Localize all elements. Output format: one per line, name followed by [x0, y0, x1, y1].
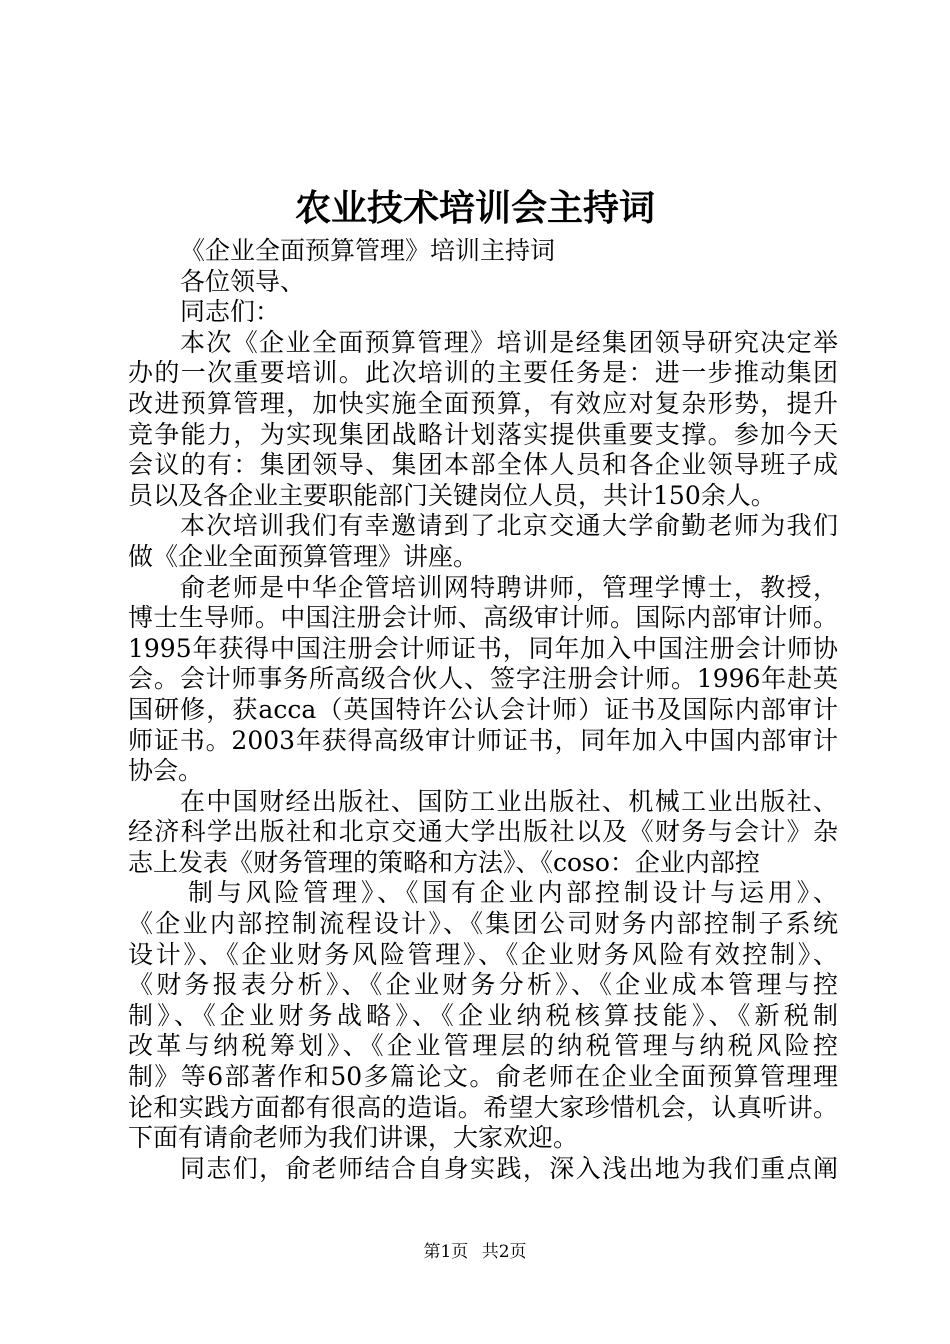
body-line: 师证书。2003年获得高级审计师证书，同年加入中国内部审计 — [128, 725, 838, 755]
body-line: 会议的有：集团领导、集团本部全体人员和各企业领导班子成 — [128, 450, 838, 480]
body-line: 制与风险管理》、《国有企业内部控制设计与运用》、 — [188, 878, 838, 908]
body-line: 同志们： — [180, 297, 281, 327]
body-line: 1995年获得中国注册会计师证书，同年加入中国注册会计师协 — [128, 633, 838, 663]
page-total: 共2页 — [481, 1242, 527, 1262]
body-line: 做《企业全面预算管理》讲座。 — [128, 541, 479, 571]
body-line: 本次培训我们有幸邀请到了北京交通大学俞勤老师为我们 — [180, 511, 838, 541]
body-line: 会。会计师事务所高级合伙人、签字注册会计师。1996年赴英 — [128, 664, 838, 694]
body-line: 各位领导、 — [180, 266, 306, 296]
body-line: 论和实践方面都有很高的造诣。希望大家珍惜机会，认真听讲。 — [128, 1092, 838, 1122]
document-title: 农业技术培训会主持词 — [294, 187, 655, 229]
body-line: 协会。 — [128, 756, 204, 786]
body-line: 改革与纳税筹划》、《企业管理层的纳税管理与纳税风险控 — [128, 1031, 838, 1061]
body-line: 员以及各企业主要职能部门关键岗位人员，共计150余人。 — [128, 480, 776, 510]
document-body — [128, 236, 838, 1184]
body-line: 国研修，获acca（英国特许公认会计师）证书及国际内部审计 — [128, 694, 838, 724]
page-footer — [0, 1240, 950, 1264]
body-line: 同志们，俞老师结合自身实践，深入浅出地为我们重点阐 — [180, 1153, 838, 1183]
body-line: 博士生导师。中国注册会计师、高级审计师。国际内部审计师。 — [128, 603, 838, 633]
body-line: 俞老师是中华企管培训网特聘讲师，管理学博士，教授， — [180, 572, 838, 602]
body-line: 经济科学出版社和北京交通大学出版社以及《财务与会计》杂 — [128, 817, 838, 847]
body-line: 改进预算管理，加快实施全面预算，有效应对复杂形势，提升 — [128, 388, 838, 418]
body-line: 制》等6部著作和50多篇论文。俞老师在企业全面预算管理理 — [128, 1062, 838, 1092]
page-number: 第1页 — [423, 1242, 469, 1262]
body-line: 《企业内部控制流程设计》、《集团公司财务内部控制子系统 — [128, 909, 838, 939]
body-line: 制》、《企业财务战略》、《企业纳税核算技能》、《新税制 — [128, 1000, 838, 1030]
body-line: 办的一次重要培训。此次培训的主要任务是：进一步推动集团 — [128, 358, 838, 388]
body-line: 下面有请俞老师为我们讲课，大家欢迎。 — [128, 1123, 579, 1153]
body-line: 本次《企业全面预算管理》培训是经集团领导研究决定举 — [180, 327, 838, 357]
body-line: 在中国财经出版社、国防工业出版社、机械工业出版社、 — [180, 786, 838, 816]
body-line: 志上发表《财务管理的策略和方法》、《coso：企业内部控 — [128, 847, 760, 877]
body-line: 竞争能力，为实现集团战略计划落实提供重要支撑。参加今天 — [128, 419, 838, 449]
body-line: 《企业全面预算管理》培训主持词 — [180, 236, 556, 265]
body-line: 设计》、《企业财务风险管理》、《企业财务风险有效控制》、 — [128, 939, 838, 969]
body-line: 《财务报表分析》、《企业财务分析》、《企业成本管理与控 — [128, 970, 838, 1000]
